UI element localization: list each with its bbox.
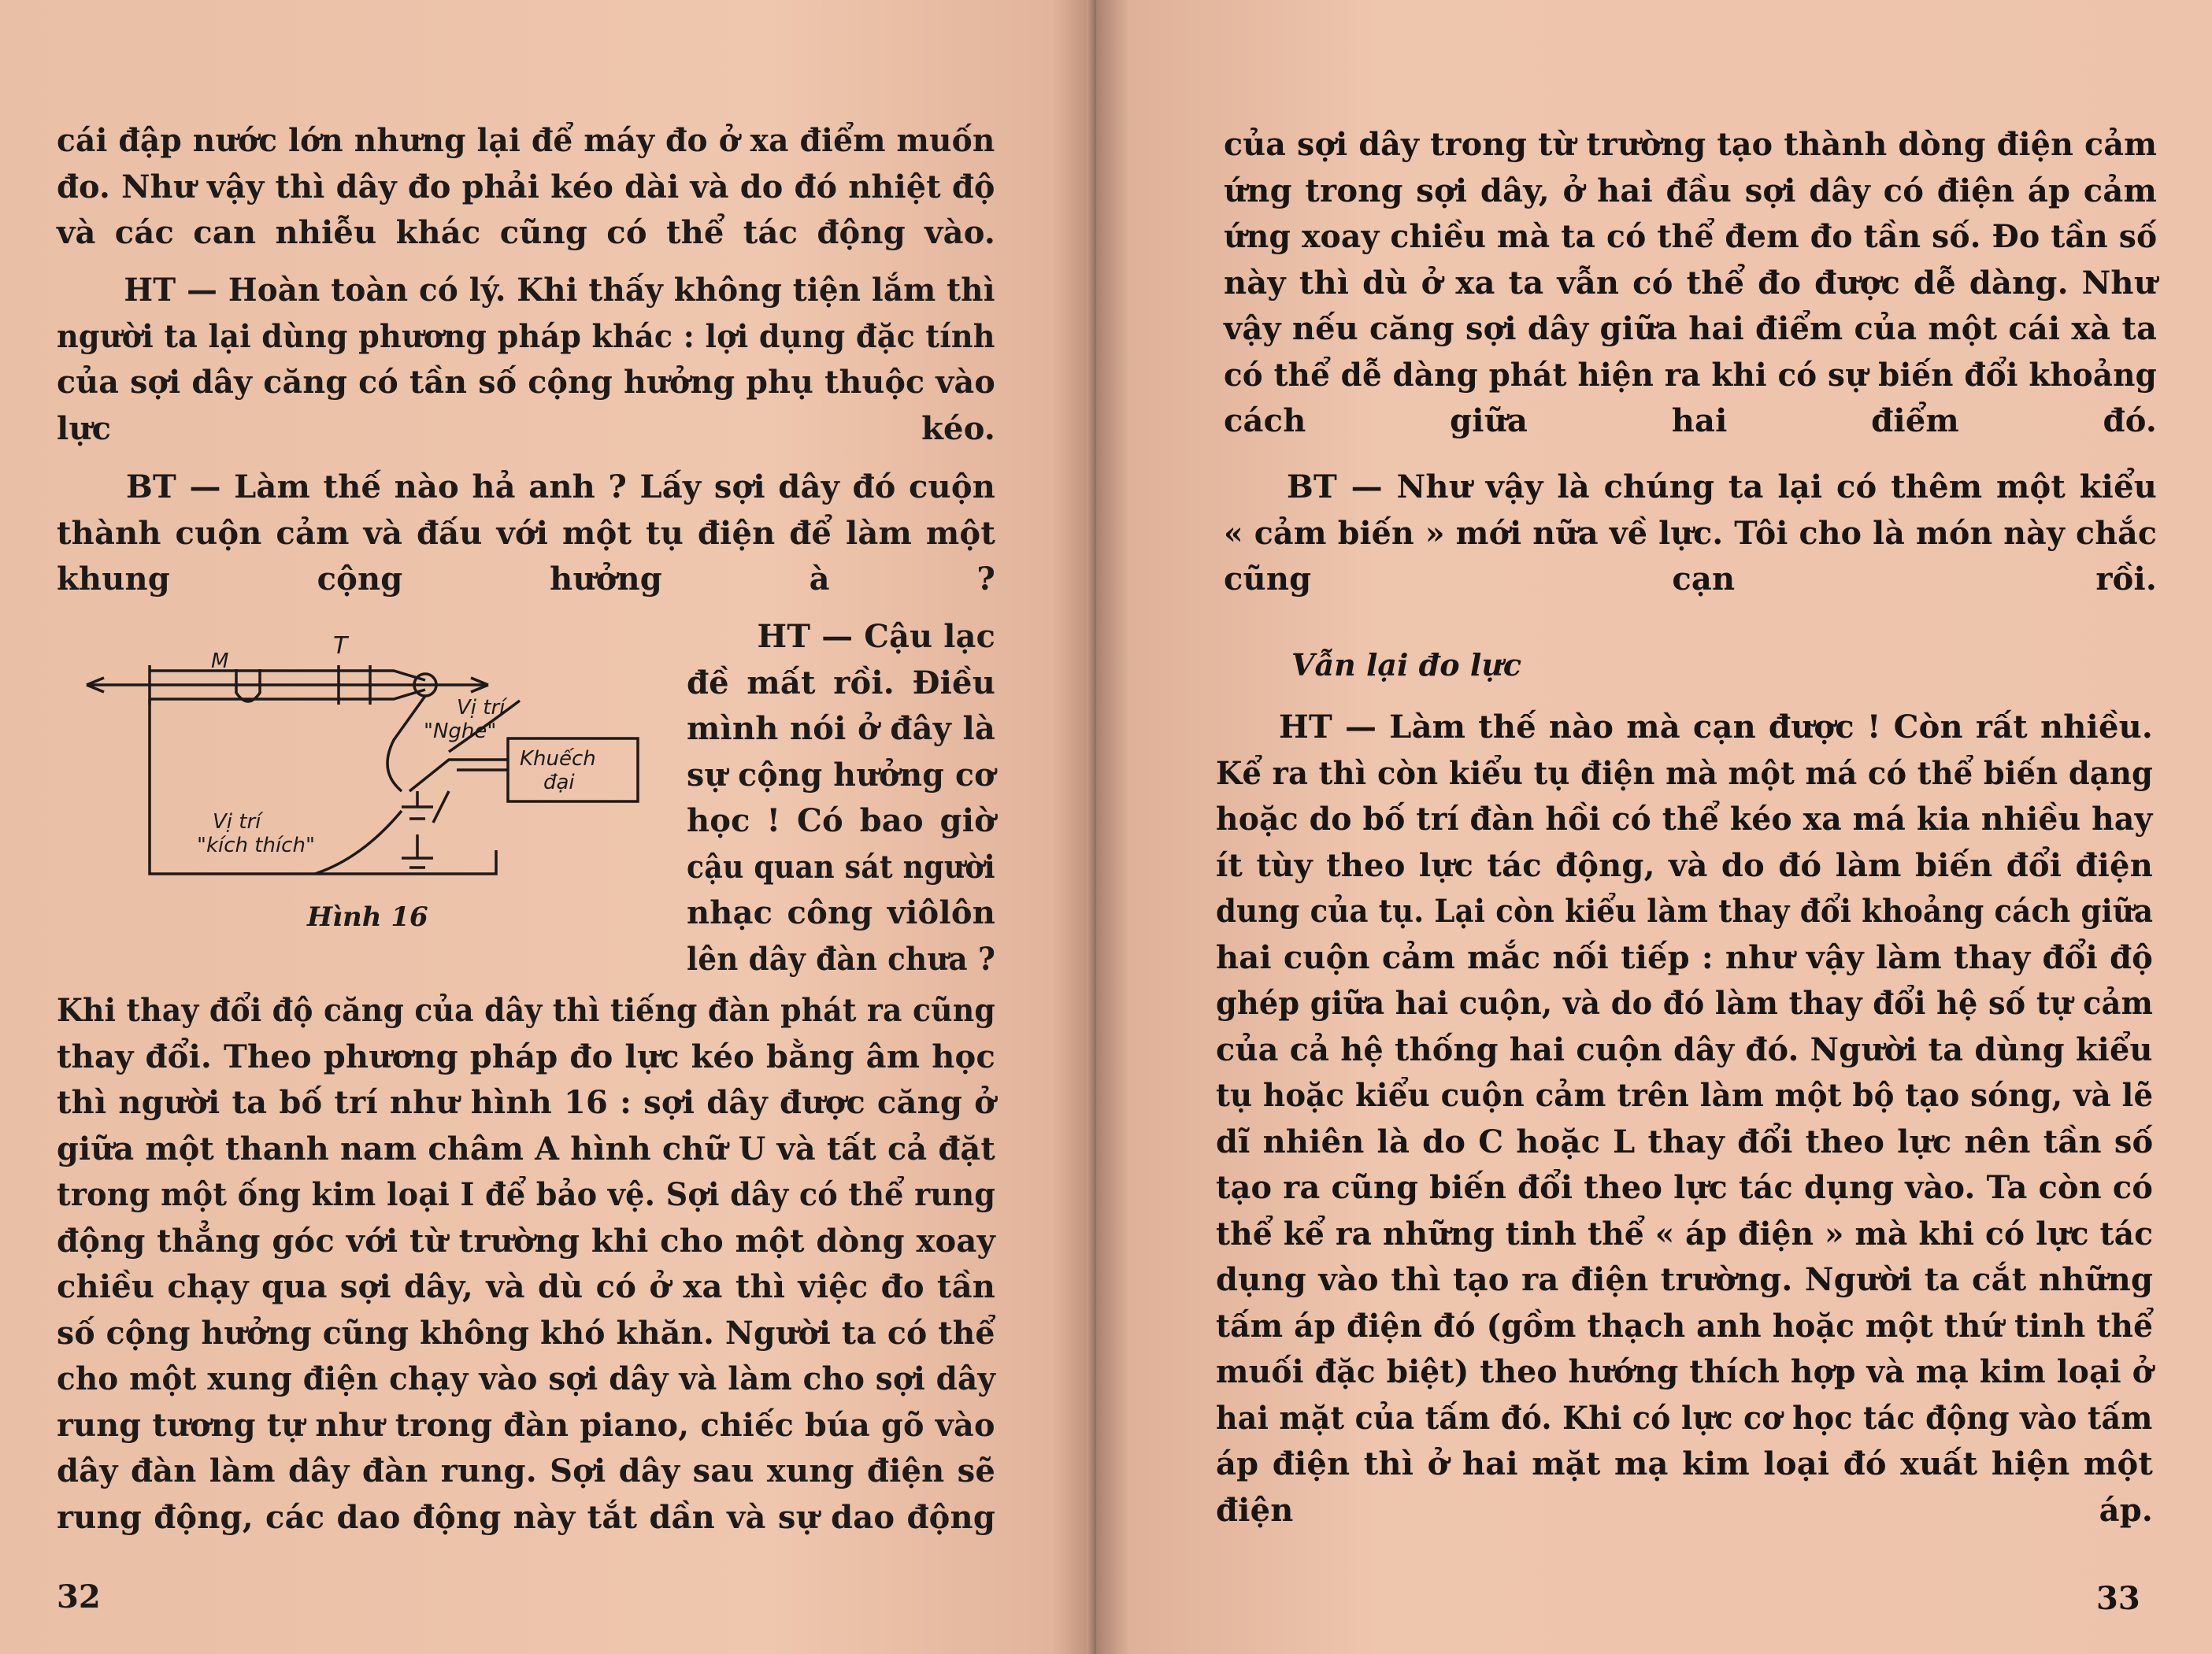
- left-paragraph-4: [57, 988, 995, 1541]
- switch-lever: [433, 791, 449, 823]
- label-vitri-nghe-2: "Nghe": [424, 720, 497, 743]
- text-line: học ! Có bao giờ: [687, 802, 995, 839]
- text-line: của sợi dây căng có tần số cộng hưởng phụ thuộc vào: [57, 364, 995, 401]
- text-line: này thì dù ở xa ta vẫn có thể đo được dễ dàng. Như: [1224, 264, 2157, 302]
- left-paragraph-2: [57, 268, 995, 452]
- label-m: M: [211, 649, 229, 673]
- left-paragraph-3: [57, 464, 995, 603]
- right-page: [1096, 0, 2212, 1654]
- text-line: cũng cạn rồi.: [1224, 561, 2157, 598]
- text-line: động thẳng góc với từ trường khi cho một dòng xoay: [57, 1222, 995, 1260]
- figure-16-diagram: [79, 622, 646, 921]
- text-line: tạo ra cũng biến đổi theo lực tác dụng vào. Ta còn có: [1216, 1169, 2154, 1206]
- battery-top: [402, 791, 433, 819]
- text-line: và các can nhiễu khác cũng có thể tác động vào.: [57, 214, 995, 251]
- text-line: lực kéo.: [57, 409, 995, 447]
- left-side-paragraph: [687, 614, 995, 982]
- text-line: nhạc công viôlôn: [687, 894, 995, 931]
- switch-wire: [409, 760, 508, 791]
- text-line: thì người ta bố trí như hình 16 : sợi dây được căng ở: [57, 1084, 995, 1121]
- text-line: thể kể ra những tinh thể « áp điện » mà khi có lực tác: [1216, 1215, 2154, 1253]
- text-line: cách giữa hai điểm đó.: [1224, 402, 2157, 439]
- text-line: ghép giữa hai cuộn, và do đó làm thay đổi hệ số tự cảm: [1216, 985, 2154, 1022]
- text-line: HT — Hoàn toàn có lý. Khi thấy không tiện lắm thì: [124, 272, 995, 309]
- text-line: dung của tụ. Lại còn kiểu làm thay đổi khoảng cách giữa: [1216, 893, 2154, 930]
- text-line: thành cuộn cảm và đấu với một tụ điện để làm một: [57, 514, 995, 552]
- text-line: rung tương tự như trong đàn piano, chiếc búa gõ vào: [57, 1406, 995, 1444]
- text-line: rung động, các dao động này tắt dần và sự dao động: [57, 1498, 995, 1536]
- text-line: giữa một thanh nam châm A hình chữ U và tất cả đặt: [57, 1130, 995, 1167]
- text-line: HT — Làm thế nào mà cạn được ! Còn rất nhiều.: [1279, 709, 2153, 746]
- text-line: chiều chạy qua sợi dây, và dù có ở xa thì việc đo tần: [57, 1268, 995, 1305]
- text-line: « cảm biến » mới nữa về lực. Tôi cho là món này chắc: [1224, 514, 2158, 552]
- text-line: ít tùy theo lực tác động, và do đó làm biến đổi điện: [1216, 846, 2153, 884]
- text-line: cho một xung điện chạy vào sợi dây và làm cho sợi dây: [57, 1360, 996, 1397]
- label-vitri-kich-1: Vị trí: [213, 810, 261, 834]
- left-paragraph-1: [57, 118, 995, 257]
- text-line: khung cộng hưởng à ?: [57, 561, 995, 598]
- right-paragraph-2: [1224, 464, 2157, 603]
- text-line: hai cuộn cảm mắc nối tiếp : như vậy làm thay đổi độ: [1216, 938, 2154, 976]
- text-line: số cộng hưởng cũng không khó khăn. Người ta có thể: [57, 1314, 995, 1352]
- label-vitri-nghe-1: Vị trí: [457, 696, 506, 720]
- circuit-wire-switch: [387, 696, 425, 791]
- figure-caption: Hình 16: [307, 901, 428, 933]
- section-heading: Vẫn lại đo lực: [1291, 647, 1522, 683]
- text-line: áp điện thì ở hai mặt mạ kim loại đó xuất hiện một: [1216, 1445, 2153, 1482]
- text-line: dụng vào thì tạo ra điện trường. Người ta cắt những: [1216, 1261, 2154, 1298]
- pointer-kich: [315, 811, 402, 874]
- text-line: hoặc do bố trí đàn hồi có thể kéo xa má kia nhiều hay: [1216, 801, 2153, 838]
- text-line: cậu quan sát người: [687, 848, 995, 886]
- text-line: Kể ra thì còn kiểu tụ điện mà một má có thể biến dạng: [1216, 754, 2154, 792]
- text-line: người ta lại dùng phương pháp khác : lợi dụng đặc tính: [57, 317, 995, 355]
- text-line: đề mất rồi. Điều: [687, 664, 995, 701]
- text-line: tụ hoặc kiểu cuộn cảm trên làm một bộ tạo sóng, và lẽ: [1216, 1077, 2154, 1114]
- label-khuech-2: đại: [543, 771, 575, 794]
- text-line: lên dây đàn chưa ?: [687, 940, 996, 978]
- text-line: muối đặc biệt) theo hướng thích hợp và mạ kim loại ở: [1216, 1353, 2153, 1390]
- text-line: có thể dễ dàng phát hiện ra khi có sự biến đổi khoảng: [1224, 356, 2157, 394]
- text-line: trong một ống kim loại I để bảo vệ. Sợi dây có thể rung: [57, 1176, 996, 1213]
- label-t: T: [333, 632, 348, 660]
- page-number-left: 32: [57, 1578, 101, 1615]
- label-khuech-1: Khuếch: [520, 747, 596, 771]
- text-line: dĩ nhiên là do C hoặc L thay đổi theo lực nên tần số: [1216, 1123, 2154, 1160]
- right-paragraph-3: [1216, 705, 2153, 1534]
- text-line: sự cộng hưởng cơ: [687, 756, 995, 794]
- text-line: BT — Như vậy là chúng ta lại có thêm một kiểu: [1287, 468, 2157, 505]
- right-paragraph-1: [1224, 122, 2157, 445]
- text-line: của cả hệ thống hai cuộn dây đó. Người ta dùng kiểu: [1216, 1031, 2153, 1068]
- text-line: ứng trong sợi dây, ở hai đầu sợi dây có điện áp cảm: [1224, 172, 2157, 209]
- text-line: thay đổi. Theo phương pháp đo lực kéo bằng âm học: [57, 1038, 995, 1075]
- text-line: vậy nếu căng sợi dây giữa hai điểm của một cái xà ta: [1224, 310, 2158, 347]
- page-number-right: 33: [2096, 1580, 2140, 1617]
- battery-bottom: [402, 834, 433, 868]
- text-line: cái đập nước lớn nhưng lại để máy đo ở xa điểm muốn: [57, 122, 995, 159]
- text-line: BT — Làm thế nào hả anh ? Lấy sợi dây đó cuộn: [126, 468, 995, 505]
- text-line: tấm áp điện đó (gồm thạch anh hoặc một thứ tinh thể: [1216, 1307, 2154, 1345]
- text-line: đo. Như vậy thì dây đo phải kéo dài và do đó nhiệt độ: [57, 168, 995, 205]
- text-line: mình nói ở đây là: [687, 710, 995, 747]
- left-page: [0, 0, 1096, 1654]
- text-line: Khi thay đổi độ căng của dây thì tiếng đàn phát ra cũng: [57, 992, 995, 1029]
- text-line: HT — Cậu lạc: [757, 618, 996, 655]
- text-line: điện áp.: [1216, 1491, 2153, 1529]
- text-line: dây đàn làm dây đàn rung. Sợi dây sau xung điện sẽ: [57, 1452, 996, 1489]
- label-vitri-kich-2: "kích thích": [197, 834, 315, 857]
- text-line: ứng xoay chiều mà ta có thể đem đo tần số. Đo tần số: [1224, 218, 2158, 255]
- resonance-wire-diagram: [79, 622, 646, 921]
- text-line: của sợi dây trong từ trường tạo thành dòng điện cảm: [1224, 126, 2158, 163]
- text-line: hai mặt của tấm đó. Khi có lực cơ học tác động vào tấm: [1216, 1399, 2153, 1437]
